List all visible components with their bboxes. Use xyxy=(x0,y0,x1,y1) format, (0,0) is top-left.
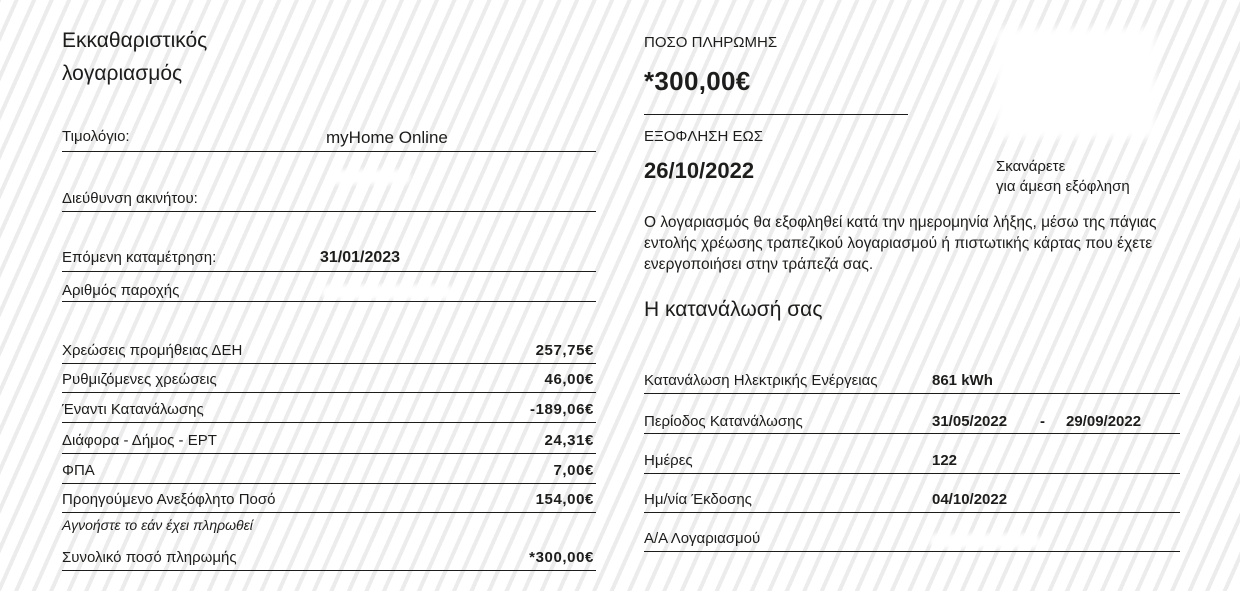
divider xyxy=(644,393,1180,394)
charge-label: Διάφορα - Δήμος - ΕΡΤ xyxy=(62,432,217,449)
issue-date-value: 04/10/2022 xyxy=(932,491,1008,508)
scan-text: Σκανάρετε xyxy=(996,158,1066,175)
divider xyxy=(62,422,596,423)
total-label: Συνολικό ποσό πληρωμής xyxy=(62,549,237,566)
days-label: Ημέρες xyxy=(644,452,693,469)
charge-amount: 7,00€ xyxy=(553,462,594,479)
period-to: 29/09/2022 xyxy=(1066,413,1142,430)
redacted-supply-number xyxy=(322,285,452,299)
next-reading-label: Επόμενη καταμέτρηση: xyxy=(62,249,217,266)
divider xyxy=(62,570,596,571)
payment-amount-label: ΠΟΣΟ ΠΛΗΡΩΜΗΣ xyxy=(644,34,778,51)
payment-info: Ο λογαριασμός θα εξοφληθεί κατά την ημερομηνία λήξης, μέσω της πάγιας εντολής χρέωσης τραπεζικού λογαριασμού ή πιστωτικής κάρτας που έχετε ενεργοποιήσει στην τράπεζά σας. xyxy=(644,214,1157,273)
due-date-value: 26/10/2022 xyxy=(644,158,755,183)
divider xyxy=(62,211,596,212)
charge-label: Προηγούμενο Ανεξόφλητο Ποσό xyxy=(62,491,276,508)
divider xyxy=(644,512,1180,513)
divider xyxy=(644,433,1180,434)
total-amount: *300,00€ xyxy=(529,549,594,566)
divider xyxy=(62,271,596,272)
divider xyxy=(62,392,596,393)
period-from: 31/05/2022 xyxy=(932,413,1008,430)
divider xyxy=(644,551,1180,552)
next-reading-value: 31/01/2023 xyxy=(320,249,401,266)
invoice-label: Τιμολόγιο: xyxy=(62,128,130,145)
charge-amount: 46,00€ xyxy=(544,371,594,388)
redacted-account-number xyxy=(930,534,1040,548)
account-number-label: Α/Α Λογαριασμού xyxy=(644,530,761,547)
redacted-qr-code xyxy=(996,28,1156,138)
period-label: Περίοδος Κατανάλωσης xyxy=(644,413,803,430)
divider xyxy=(62,453,596,454)
charge-amount: 24,31€ xyxy=(544,432,594,449)
period-separator: - xyxy=(1040,413,1045,430)
charge-label: Έναντι Κατανάλωσης xyxy=(62,401,204,418)
due-date-label: ΕΞΟΦΛΗΣΗ ΕΩΣ xyxy=(644,128,764,145)
statement-title: Εκκαθαριστικός λογαριασμός xyxy=(62,29,208,85)
divider xyxy=(62,483,596,484)
divider xyxy=(644,114,908,115)
charge-label: Χρεώσεις προμήθειας ΔΕΗ xyxy=(62,342,243,359)
issue-date-label: Ημ/νία Έκδοσης xyxy=(644,491,752,508)
energy-label: Κατανάλωση Ηλεκτρικής Ενέργειας xyxy=(644,372,878,389)
charge-label: Ρυθμιζόμενες χρεώσεις xyxy=(62,371,217,388)
payment-amount-value: *300,00€ xyxy=(644,66,751,96)
divider xyxy=(62,363,596,364)
charge-amount: -189,06€ xyxy=(529,401,594,418)
charge-amount: 257,75€ xyxy=(535,342,594,359)
supply-number-label: Αριθμός παροχής xyxy=(62,282,180,299)
days-value: 122 xyxy=(932,452,958,469)
divider xyxy=(62,512,596,513)
charge-amount: 154,00€ xyxy=(535,491,594,508)
consumption-title: Η κατανάλωσή σας xyxy=(644,298,823,321)
address-label: Διεύθυνση ακινήτου: xyxy=(62,190,198,207)
energy-value: 861 kWh xyxy=(932,372,993,389)
divider xyxy=(62,151,596,152)
scan-text: για άμεση εξόφληση xyxy=(996,178,1130,195)
unpaid-note: Αγνοήστε το εάν έχει πληρωθεί xyxy=(62,517,253,533)
invoice-value: myHome Online xyxy=(326,128,448,147)
divider xyxy=(62,301,596,302)
charge-label: ΦΠΑ xyxy=(62,462,95,479)
divider xyxy=(644,473,1180,474)
redacted-address xyxy=(330,170,410,184)
